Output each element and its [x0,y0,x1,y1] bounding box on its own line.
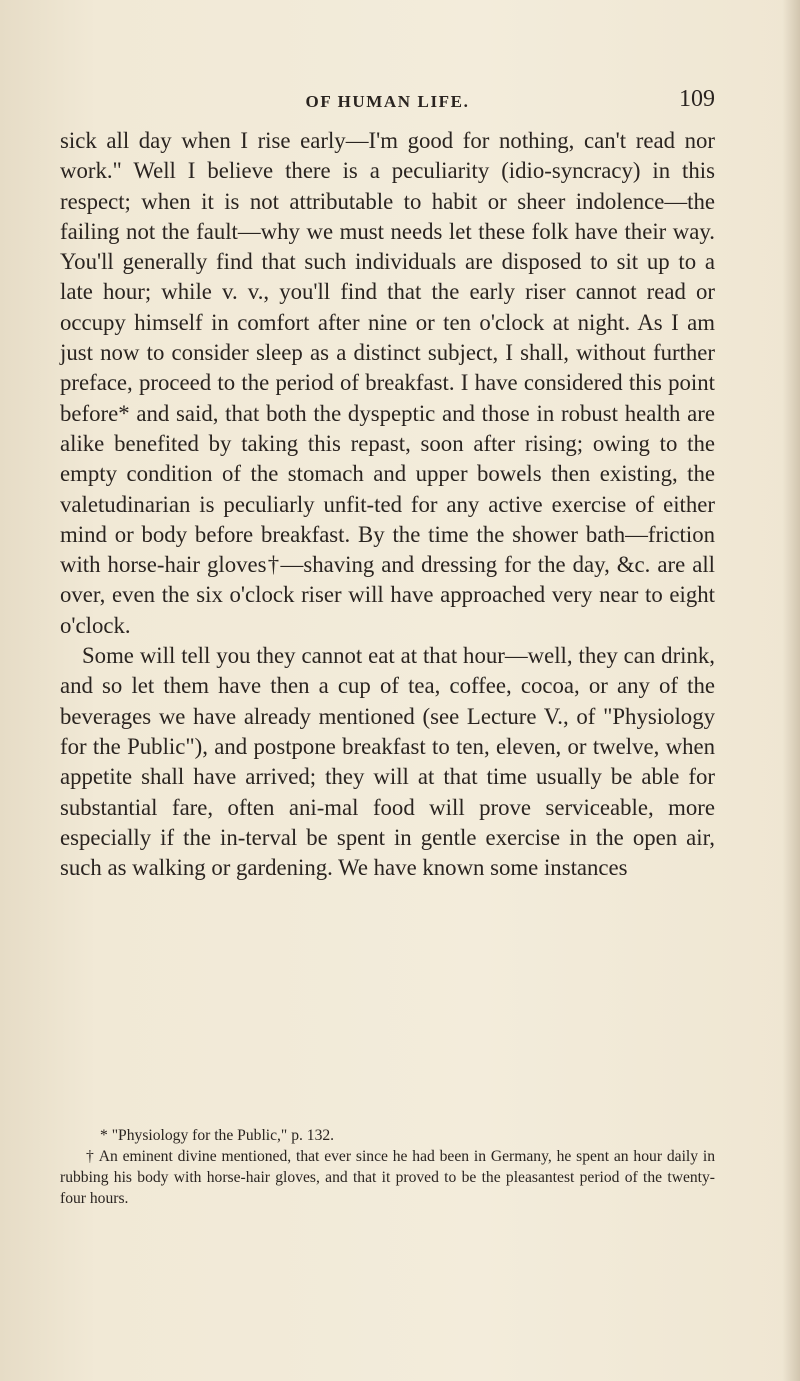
paragraph: sick all day when I rise early—I'm good for nothing, can't read nor work." Well I believe there is a peculiarity (idio-syncracy) in this respect; when it is not attributable to habit or sheer indolence—the failing not the fault—why we must needs let these folk have their way. You'll generally find that such individuals are disposed to sit up to a late hour; while v. v., you'll find that the early riser cannot read or occupy himself in comfort after nine or ten o'clock at night. As I am just now to consider sleep as a distinct subject, I shall, without further preface, proceed to the period of breakfast. I have considered this point before* and said, that both the dyspeptic and those in robust health are alike benefited by taking this repast, soon after rising; owing to the empty condition of the stomach and upper bowels then existing, the valetudinarian is peculiarly unfit-ted for any active exercise of either mind or body before breakfast. By the time the shower bath—friction with horse-hair gloves†—shaving and dressing for the day, &c. are all over, even the six o'clock riser will have approached very near to eight o'clock. [60,128,715,638]
running-head: OF HUMAN LIFE. [305,92,470,111]
page-header [60,86,715,116]
page-edge-shadow [782,0,800,1381]
footnote: * "Physiology for the Public," p. 132. [100,1127,335,1144]
footnotes [60,1125,715,1209]
body-text [60,126,715,883]
footnote: † An eminent divine mentioned, that ever since he had been in Germany, he spent an hour daily in rubbing his body with horse-hair gloves, and that it proved to be the pleasantest period of the twenty-four hours. [60,1148,715,1207]
paragraph: Some will tell you they cannot eat at that hour—well, they can drink, and so let them have then a cup of tea, coffee, cocoa, or any of the beverages we have already mentioned (see Lecture V., of "Physiology for the Public"), and postpone breakfast to ten, eleven, or twelve, when appetite shall have arrived; they will at that time usually be able for substantial fare, often ani-mal food will prove serviceable, more especially if the in-terval be spent in gentle exercise in the open air, such as walking or gardening. We have known some instances [60,643,715,881]
page-number: 109 [679,86,715,112]
